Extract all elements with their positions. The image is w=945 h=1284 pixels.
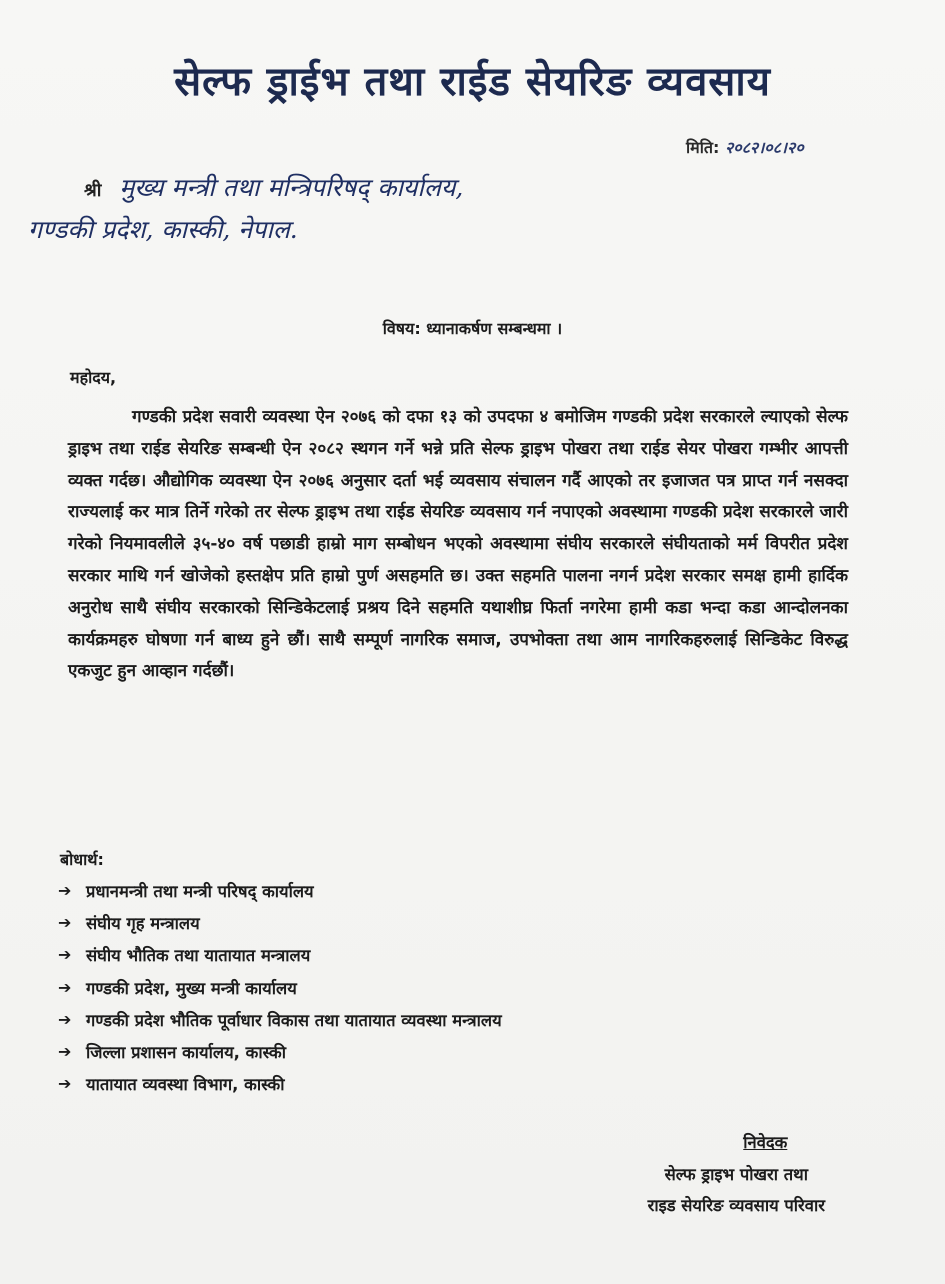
arrow-icon: ➔ [58, 977, 72, 997]
signature-block [648, 1130, 825, 1221]
signature-line-2: राइड सेयरिङ व्यवसाय परिवार [647, 1196, 825, 1215]
cc-item [58, 1068, 502, 1100]
cc-item-label: जिल्ला प्रशासन कार्यालय, कास्की [86, 1043, 286, 1063]
cc-item-label: गण्डकी प्रदेश, मुख्य मन्त्री कार्यालय [86, 978, 297, 998]
recipient-prefix: श्री [84, 180, 102, 201]
cc-item [58, 1035, 502, 1067]
arrow-icon: ➔ [58, 1042, 72, 1062]
subject-line: विषय: ध्यानाकर्षण सम्बन्धमा । [382, 319, 563, 338]
cc-item [58, 939, 502, 971]
signature-heading: निवेदक [743, 1133, 788, 1152]
cc-item [58, 1003, 502, 1035]
date-value: २०८२।०८।२० [724, 138, 804, 157]
cc-item-label: संघीय गृह मन्त्रालय [86, 913, 200, 933]
cc-item [58, 971, 502, 1003]
cc-item-label: गण्डकी प्रदेश भौतिक पूर्वाधार विकास तथा यातायात व्यवस्था मन्त्रालय [86, 1010, 502, 1030]
salutation: महोदय, [70, 368, 117, 387]
arrow-icon: ➔ [58, 912, 72, 932]
cc-list [58, 874, 502, 1100]
recipient-line-1 [84, 170, 463, 204]
arrow-icon: ➔ [58, 945, 72, 965]
cc-item [58, 874, 502, 906]
body-paragraph: गण्डकी प्रदेश सवारी व्यवस्था ऐन २०७६ को दफा १३ को उपदफा ४ बमोजिम गण्डकी प्रदेश सरकारले ल्याएको सेल्फ ड्राइभ तथा राईड सेयरिङ सम्बन्धी ऐन २०८२ स्थगन गर्ने भन्ने प्रति सेल्फ ड्राइभ पोखरा तथा राईड सेयर पोखरा गम्भीर आपत्ती व्यक्त गर्दछ। औद्योगिक व्यवस्था ऐन २०७६ अनुसार दर्ता भई व्यवसाय संचालन गर्दै आएको तर इजाजत पत्र प्राप्त गर्न नसक्दा राज्यलाई कर मात्र तिर्ने गरेको तर सेल्फ ड्राइभ तथा राईड सेयरिङ व्यवसाय गर्न नपाएको अवस्थामा गण्डकी प्रदेश सरकारले जारी गरेको नियमावलीले ३५-४० वर्ष पछाडी हाम्रो माग सम्बोधन भएको अवस्थामा संघीय सरकारले संघीयताको मर्म विपरीत प्रदेश सरकार माथि गर्न खोजेको हस्तक्षेप प्रति हाम्रो पुर्ण असहमति छ। उक्त सहमति पालना नगर्न प्रदेश सरकार समक्ष हामी हार्दिक अनुरोध साथै संघीय सरकारको सिन्डिकेटलाई प्रश्रय दिने सहमति यथाशीघ्र फिर्ता नगरेमा हामी कडा भन्दा कडा आन्दोलनका कार्यक्रमहरु घोषणा गर्न बाध्य हुने छौं। साथै सम्पूर्ण नागरिक समाज, उपभोक्ता तथा आम नागरिकहरुलाई सिन्डिकेट विरुद्ध एकजुट हुन आव्हान गर्दछौं। [68, 407, 848, 682]
cc-item-label: प्रधानमन्त्री तथा मन्त्री परिषद् कार्यालय [86, 881, 314, 901]
cc-item [58, 906, 502, 938]
cc-item-label: संघीय भौतिक तथा यातायात मन्त्रालय [86, 946, 311, 966]
arrow-icon: ➔ [58, 1074, 72, 1094]
arrow-icon: ➔ [58, 880, 72, 900]
signature-line-1: सेल्फ ड्राइभ पोखरा तथा [664, 1165, 808, 1184]
letterhead-title: सेल्फ ड्राईभ तथा राईड सेयरिङ व्यवसाय [174, 59, 771, 105]
cc-label: बोधार्थ: [60, 850, 104, 869]
arrow-icon: ➔ [58, 1009, 72, 1029]
recipient-office: मुख्य मन्त्री तथा मन्त्रिपरिषद् कार्यालय, [119, 173, 464, 202]
recipient-line-2: गण्डकी प्रदेश, कास्की, नेपाल. [28, 215, 298, 244]
cc-item-label: यातायात व्यवस्था विभाग, कास्की [86, 1075, 285, 1095]
date-label: मिति: [686, 138, 720, 157]
letter-date [686, 136, 804, 158]
